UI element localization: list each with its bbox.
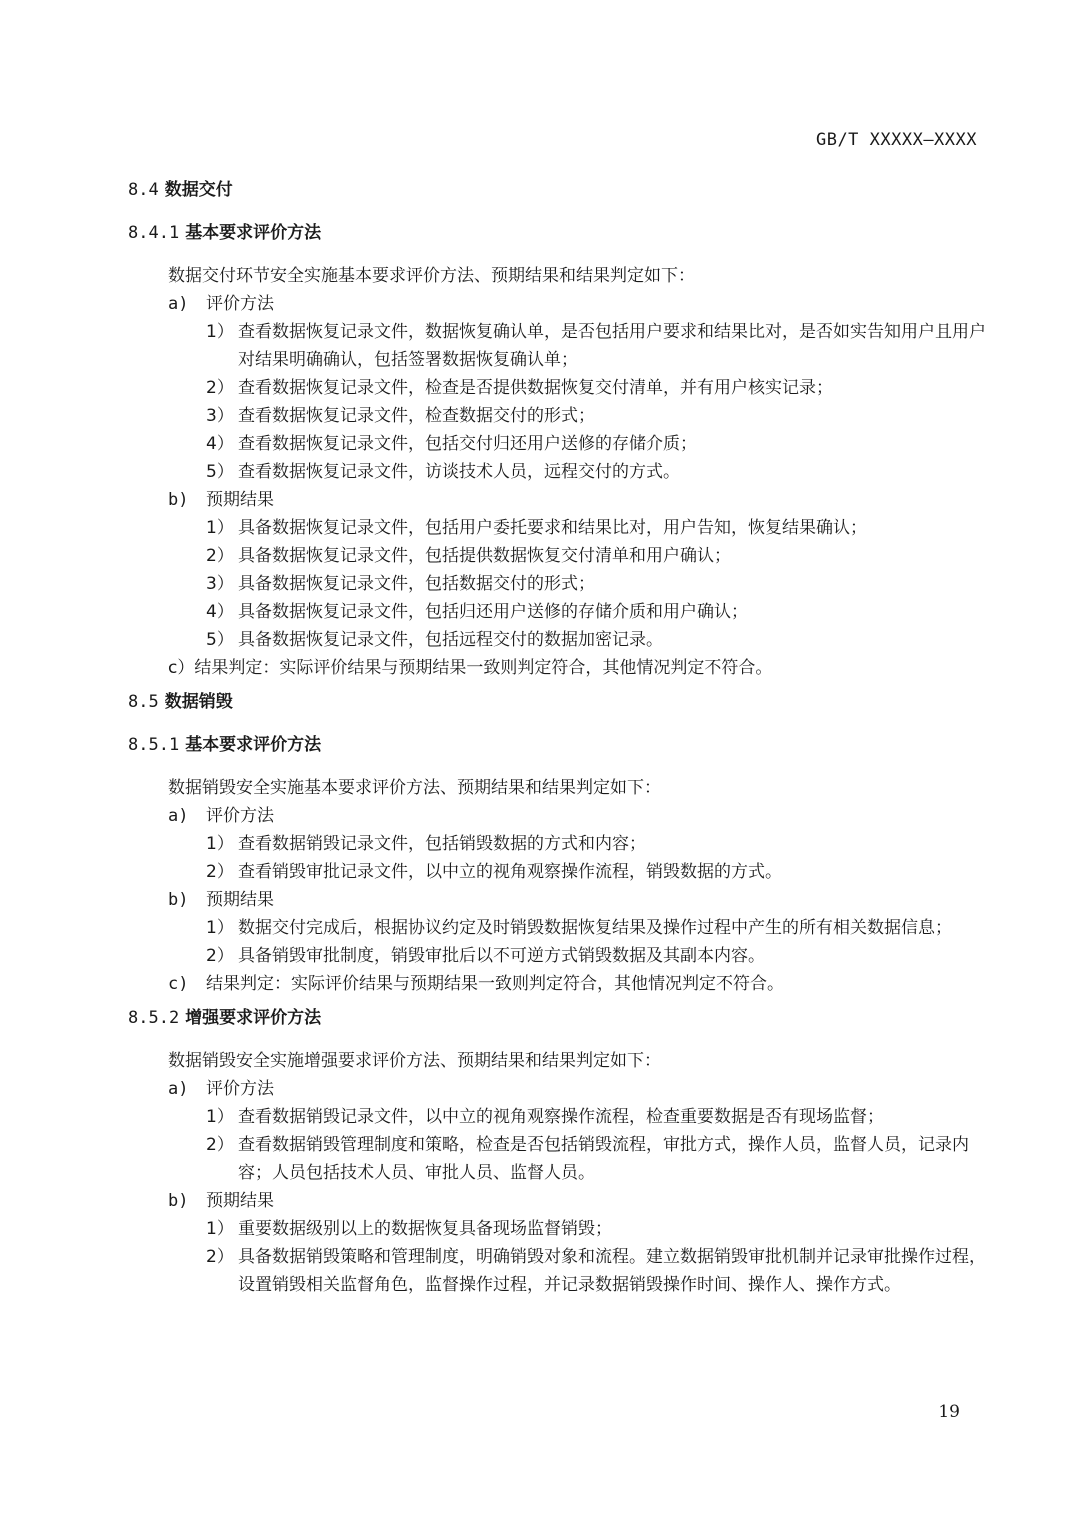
list-item-c: c) 结果判定：实际评价结果与预期结果一致则判定符合，其他情况判定不符合。 bbox=[168, 974, 784, 994]
list-item: 5） 查看数据恢复记录文件，访谈技术人员，远程交付的方式。 bbox=[206, 462, 680, 482]
section-intro: 数据销毁安全实施增强要求评价方法、预期结果和结果判定如下： bbox=[168, 1051, 661, 1071]
list-item: 2） 具备数据恢复记录文件，包括提供数据恢复交付清单和用户确认； bbox=[206, 546, 731, 566]
page-number: 19 bbox=[938, 1402, 960, 1422]
list-item: 4） 查看数据恢复记录文件，包括交付归还用户送修的存储介质； bbox=[206, 434, 697, 454]
list-item: 2） 查看数据恢复记录文件，检查是否提供数据恢复交付清单，并有用户核实记录； bbox=[206, 378, 833, 398]
list-item: 1） 查看数据恢复记录文件，数据恢复确认单，是否包括用户要求和结果比对，是否如实告知用户且用户对结果明确确认，包括签署数据恢复确认单； bbox=[206, 322, 986, 370]
list-item: 3） 具备数据恢复记录文件，包括数据交付的形式； bbox=[206, 574, 595, 594]
list-item: 4） 具备数据恢复记录文件，包括归还用户送修的存储介质和用户确认； bbox=[206, 602, 748, 622]
list-item: 1） 数据交付完成后，根据协议约定及时销毁数据恢复结果及操作过程中产生的所有相关数据信息； bbox=[206, 918, 952, 938]
list-item-a: a) 评价方法 bbox=[168, 1079, 274, 1099]
section-heading-8-5-1: 8.5.1 基本要求评价方法 bbox=[128, 735, 322, 755]
list-item: 1） 查看数据销毁记录文件，以中立的视角观察操作流程，检查重要数据是否有现场监督； bbox=[206, 1107, 884, 1127]
list-item-b: b) 预期结果 bbox=[168, 1191, 274, 1211]
list-item: 2） 查看销毁审批记录文件，以中立的视角观察操作流程，销毁数据的方式。 bbox=[206, 862, 782, 882]
list-item: 1） 重要数据级别以上的数据恢复具备现场监督销毁； bbox=[206, 1219, 612, 1239]
document-code: GB/T XXXXX—XXXX bbox=[815, 130, 977, 150]
document-body bbox=[128, 176, 988, 1305]
section-heading-8-5-2: 8.5.2 增强要求评价方法 bbox=[128, 1008, 322, 1028]
section-heading-8-4-1: 8.4.1 基本要求评价方法 bbox=[128, 223, 322, 243]
list-item: 1） 具备数据恢复记录文件，包括用户委托要求和结果比对，用户告知，恢复结果确认； bbox=[206, 518, 867, 538]
list-item-b: b) 预期结果 bbox=[168, 490, 274, 510]
list-item: 2） 具备数据销毁策略和管理制度，明确销毁对象和流程。建立数据销毁审批机制并记录审批操作过程，设置销毁相关监督角色，监督操作过程，并记录数据销毁操作时间、操作人、操作方式。 bbox=[206, 1247, 986, 1295]
section-heading-8-5: 8.5 数据销毁 bbox=[128, 692, 233, 712]
list-item: 1） 查看数据销毁记录文件，包括销毁数据的方式和内容； bbox=[206, 834, 646, 854]
list-item: 5） 具备数据恢复记录文件，包括远程交付的数据加密记录。 bbox=[206, 630, 663, 650]
section-intro: 数据交付环节安全实施基本要求评价方法、预期结果和结果判定如下： bbox=[168, 266, 695, 286]
list-item-c: c）结果判定：实际评价结果与预期结果一致则判定符合，其他情况判定不符合。 bbox=[168, 658, 773, 678]
list-item: 3） 查看数据恢复记录文件，检查数据交付的形式； bbox=[206, 406, 595, 426]
list-item: 2） 具备销毁审批制度，销毁审批后以不可逆方式销毁数据及其副本内容。 bbox=[206, 946, 765, 966]
list-item-a: a) 评价方法 bbox=[168, 294, 274, 314]
list-item-b: b) 预期结果 bbox=[168, 890, 274, 910]
list-item: 2） 查看数据销毁管理制度和策略，检查是否包括销毁流程，审批方式，操作人员，监督人员，记录内容；人员包括技术人员、审批人员、监督人员。 bbox=[206, 1135, 969, 1183]
section-heading-8-4: 8.4 数据交付 bbox=[128, 180, 233, 200]
section-intro: 数据销毁安全实施基本要求评价方法、预期结果和结果判定如下： bbox=[168, 778, 661, 798]
list-item-a: a) 评价方法 bbox=[168, 806, 274, 826]
